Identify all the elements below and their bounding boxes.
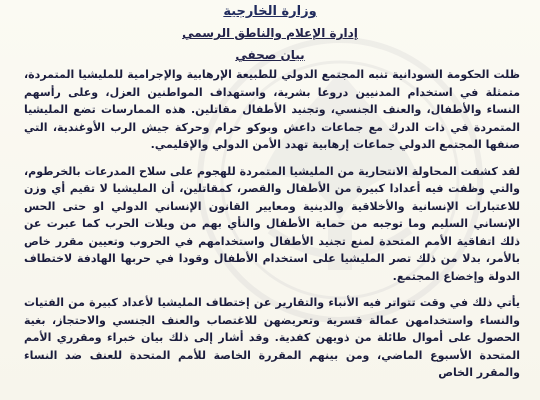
paragraph-2: لقد كشفت المحاولة الانتحارية من المليشيا المتمردة للهجوم على سلاح المدرعات بالخرطوم، والتي وظفت فيه أعدادا كبيرة من الأطفال والقصر، كمقاتلين، أن المليشيا لا تقيم أي وزن للاعتبارات الإنسانية والأخلاقية والدينية ومعايير القانون الإنساني الدولي او حتى الحس الإنساني السليم وما توجبه من حماية الأطفال والنأي بهم من ويلات الحرب كما عبرت عن ذلك اتفاقية الأمم المتحدة لمنع تجنيد الأطفال واستخدامهم في الحروب وتعيين مقرر خاص بالأمر، بدلا من ذلك تصر المليشيا على استخدام الأطفال وقودا في حربها الهادفة لاختطاف الدولة وإخضاع المجتمع. <box>24 164 520 283</box>
document-header <box>0 4 540 69</box>
statement-title: بيان صحفي <box>235 48 305 62</box>
ministry-title: وزارة الخارجية <box>223 4 317 19</box>
paragraph-3: يأتي ذلك في وقت تتواتر فيه الأنباء والتقارير عن إختطاف المليشيا لأعداد كبيرة من الفتيات والنساء واستخدامهن عمالة قسرية وتعريضهن للاغتصاب والعنف الجنسي والاحتجاز، بغية الحصول على أموال طائلة من ذويهن كفدية. وقد أشار إلى ذلك بيان خبراء ومقرري الأمم المتحدة الأسبوع الماضي، ومن بينهم المقررة الخاصة للأمم المتحدة للعنف ضد النساء والمقرر الخاص <box>24 296 520 379</box>
department-title: إدارة الإعلام والناطق الرسمي <box>182 26 358 40</box>
statement-body <box>24 66 520 391</box>
paragraph-1: ظلت الحكومة السودانية تنبه المجتمع الدولي للطبيعة الإرهابية والإجرامية للمليشيا المتمردة، متمثلة في استخدام المدنيين دروعا بشرية، واستهداف المواطنين العزل، وعلى رأسهم النساء والأطفال، والعنف الجنسي، وتجنيد الأطفال مقاتلين. هذه الممارسات تضع المليشيا المتمردة في ذات الدرك مع جماعات داعش وبوكو حرام وحركة جيش الرب الأوغندية، التي صنفها المجتمع الدولي جماعات إرهابية تهدد الأمن الدولي والإقليمي. <box>24 68 520 151</box>
